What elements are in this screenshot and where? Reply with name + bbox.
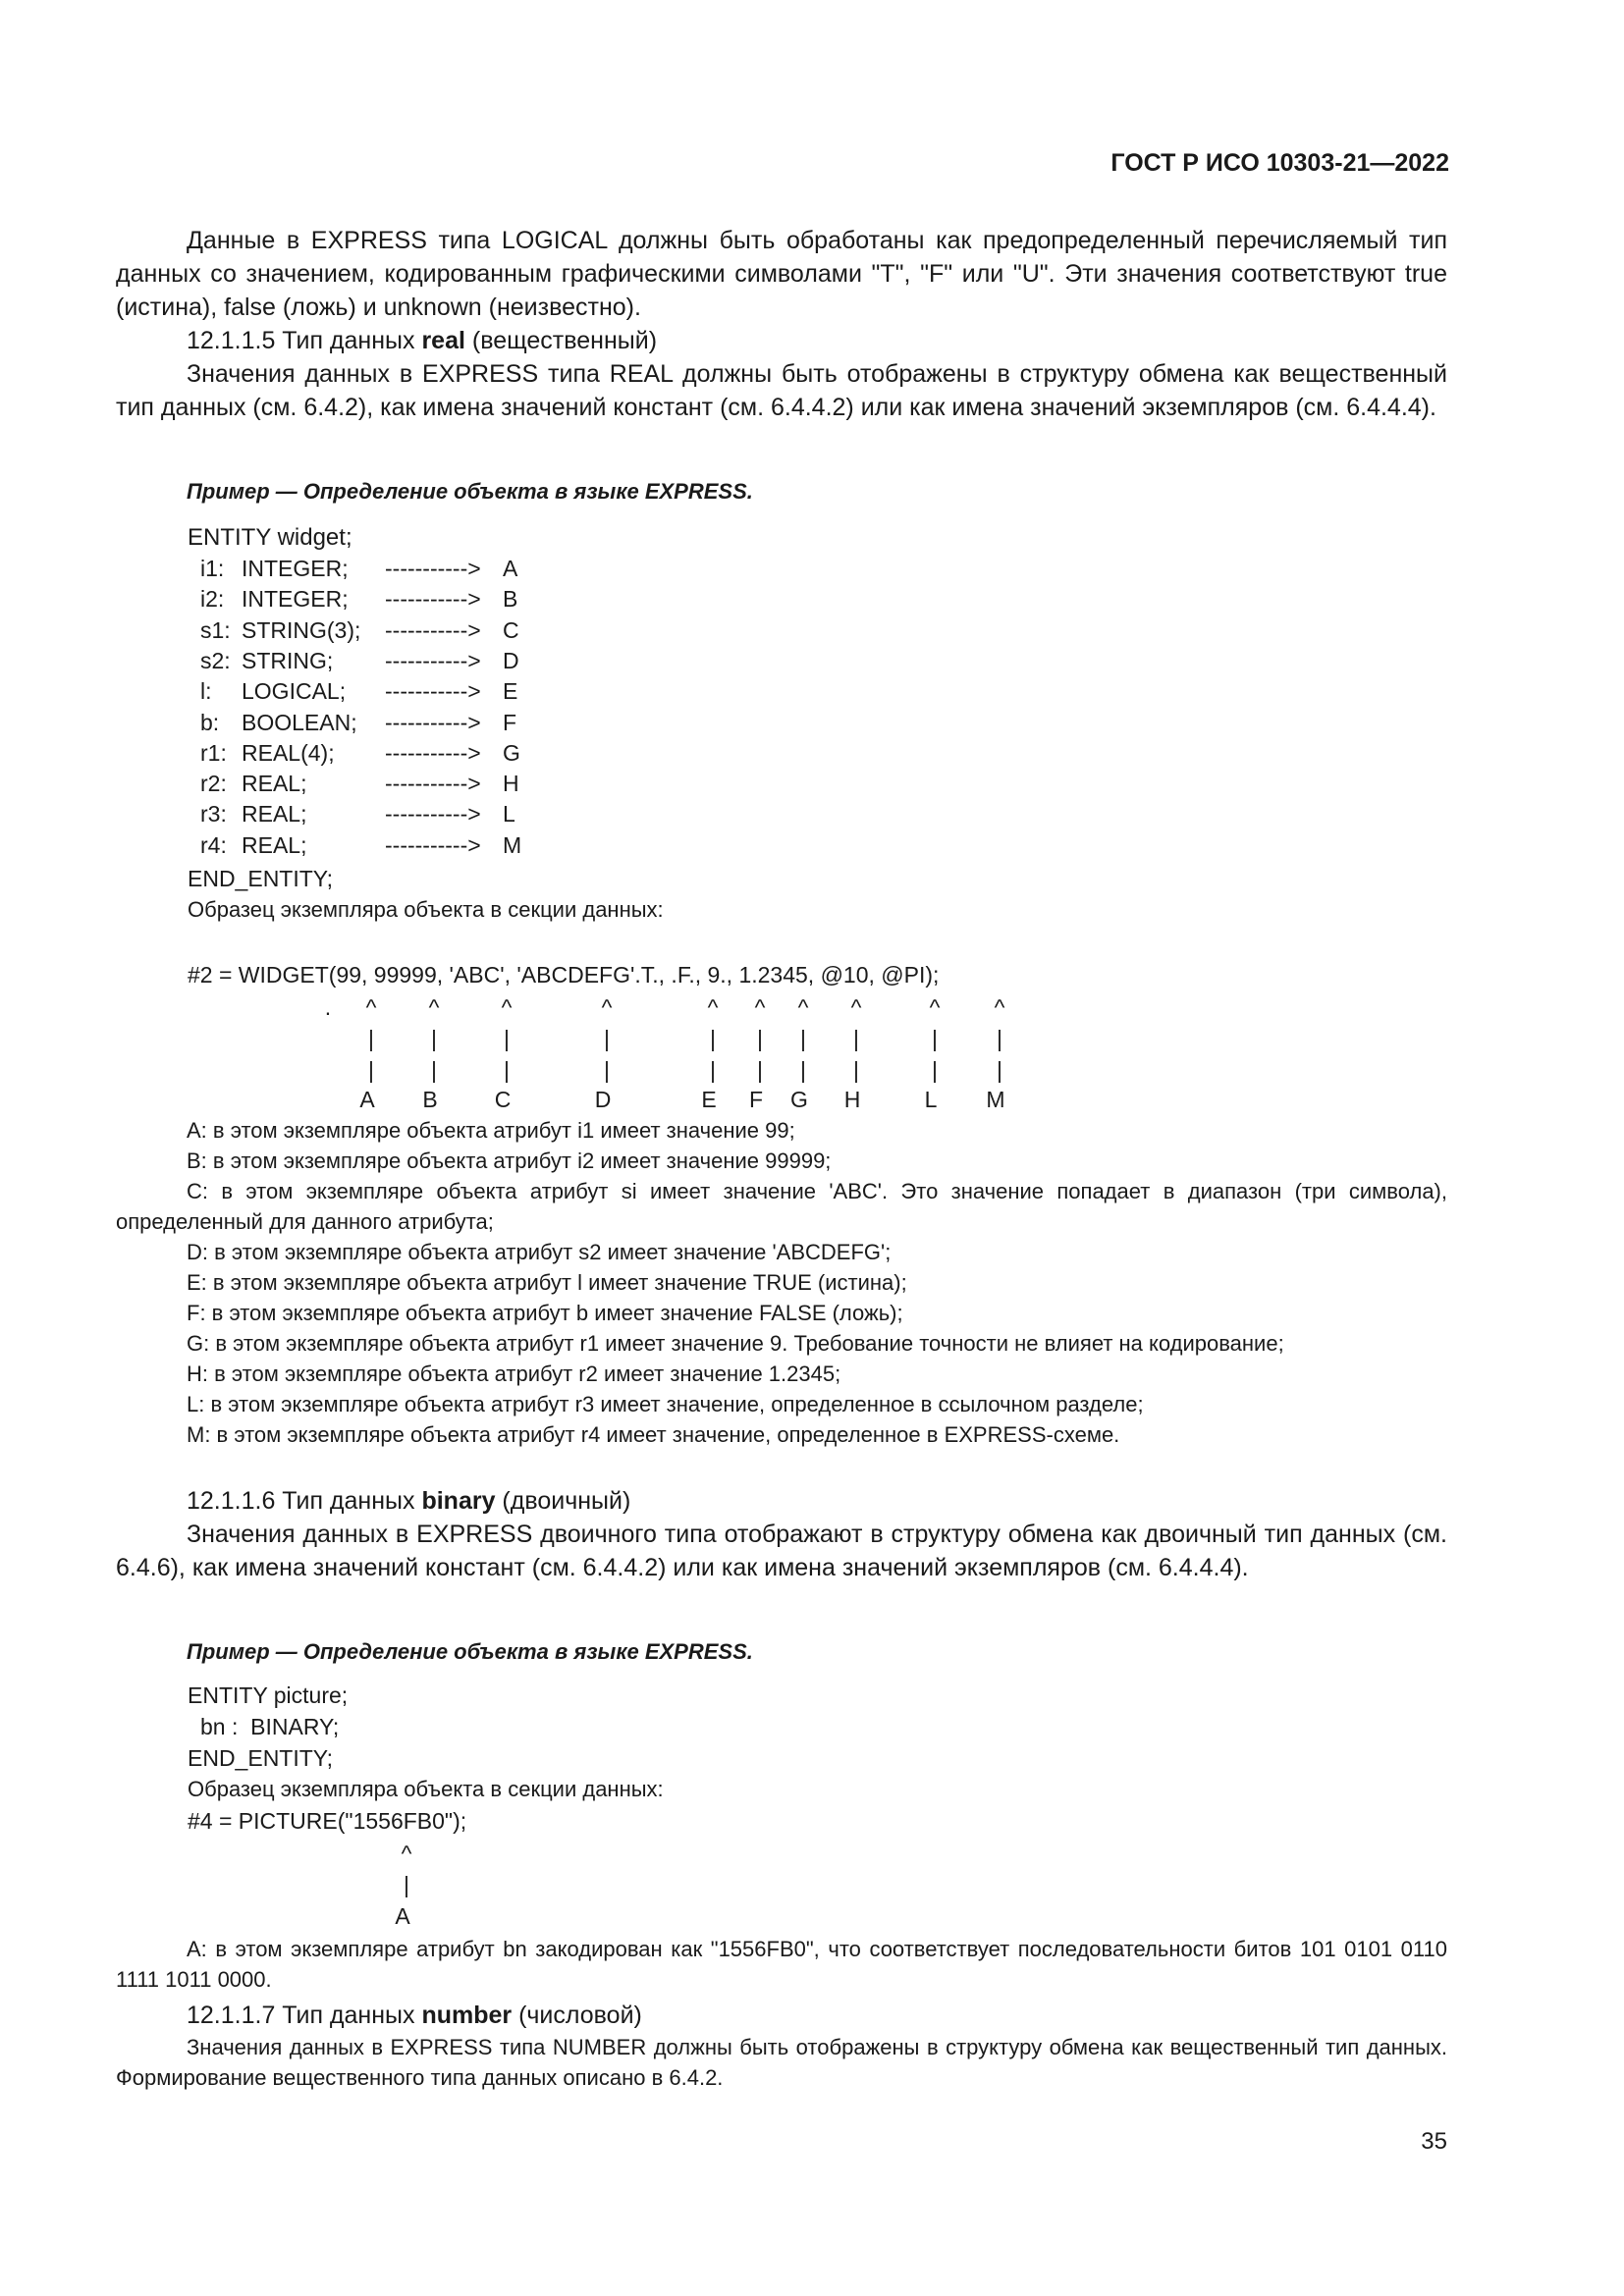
widget-attr-name: i1: <box>200 556 225 581</box>
widget-attr-letter: C <box>503 616 519 643</box>
instance-marker-letter: F <box>748 1087 764 1112</box>
paragraph-number <box>116 2032 1447 2093</box>
widget-attr-name: s2: <box>200 647 231 673</box>
instance-marker-letter: M <box>986 1087 1005 1112</box>
instance-marker-letter: H <box>843 1087 861 1112</box>
widget-attr-type: REAL(4); <box>242 739 335 766</box>
widget-attr-arrow: -----------> <box>385 616 481 643</box>
instance-bar-mark: | <box>504 1057 510 1083</box>
instance-bar-mark: | <box>431 1026 437 1051</box>
section-number-real: 12.1.1.5 Тип данных <box>187 327 422 354</box>
note-item: G: в этом экземпляре объекта атрибут r1 имеет значение 9. Требование точности не влияет на кодирование; <box>187 1331 1284 1356</box>
widget-attr-type: STRING(3); <box>242 616 361 643</box>
widget-attr-letter: M <box>503 831 522 858</box>
entity-picture-sample-label: Образец экземпляра объекта в секции данных: <box>188 1777 664 1801</box>
instance-marker-letter: E <box>701 1087 717 1112</box>
widget-attr-letter: F <box>503 709 517 735</box>
paragraph-number-text: Значения данных в EXPRESS типа NUMBER должны быть отображены в структуру обмена как вещественный тип данных. Формирование вещественного типа данных описано в 6.4.2. <box>116 2035 1447 2090</box>
instance-caret-mark: ^ <box>501 994 513 1020</box>
instance-marker-letter: G <box>790 1087 808 1112</box>
section-keyword-number: number <box>421 2002 513 2029</box>
widget-attr-name: i2: <box>200 586 225 613</box>
entity-widget-sample-label: Образец экземпляра объекта в секции данных: <box>188 897 664 922</box>
widget-attr-name: b: <box>200 709 220 735</box>
section-number-number: 12.1.1.7 Тип данных <box>187 2002 422 2029</box>
picture-bar-mark: | <box>404 1872 409 1897</box>
instance-bar-mark: | <box>932 1026 938 1051</box>
instance-marker-letter: L <box>924 1087 938 1112</box>
widget-attr-type: INTEGER; <box>242 586 349 613</box>
instance-caret-mark: ^ <box>797 994 809 1020</box>
instance-bar-mark: | <box>997 1057 1002 1083</box>
instance-dot-mark: . <box>324 994 332 1020</box>
widget-attr-arrow: -----------> <box>385 831 481 858</box>
paragraph-binary-text: Значения данных в EXPRESS двоичного типа отображают в структуру обмена как двоичный тип данных (см. 6.4.6), как имена значений констант (см. 6.4.4.2) или как имена значений экземпляров (см. 6.4.4.4). <box>116 1521 1447 1581</box>
page-number: 35 <box>1421 2128 1447 2155</box>
widget-attr-name: r2: <box>200 771 227 797</box>
widget-attr-name: r1: <box>200 739 227 766</box>
entity-widget-instance: #2 = WIDGET(99, 99999, 'ABC', 'ABCDEFG'.T., .F., 9., 1.2345, @10, @PI); <box>188 962 940 988</box>
instance-caret-mark: ^ <box>365 994 377 1020</box>
note-item: C: в этом экземпляре объекта атрибут si имеет значение 'ABC'. Это значение попадает в диапазон (три символа), определенный для данного атрибута; <box>116 1179 1447 1234</box>
widget-attr-letter: B <box>503 586 518 613</box>
widget-attr-letter: H <box>503 771 519 797</box>
example-label-widget: Пример — Определение объекта в языке EXPRESS. <box>187 479 753 504</box>
instance-caret-mark: ^ <box>754 994 766 1020</box>
section-keyword-real: real <box>421 327 465 354</box>
instance-caret-mark: ^ <box>601 994 613 1020</box>
note-item: A: в этом экземпляре объекта атрибут i1 имеет значение 99; <box>187 1118 795 1143</box>
widget-attr-arrow: -----------> <box>385 709 481 735</box>
note-item: F: в этом экземпляре объекта атрибут b имеет значение FALSE (ложь); <box>187 1301 903 1325</box>
widget-attr-name: r3: <box>200 801 227 828</box>
widget-attr-arrow: -----------> <box>385 556 481 581</box>
widget-attr-name: l: <box>200 678 212 705</box>
widget-attr-type: BOOLEAN; <box>242 709 357 735</box>
instance-bar-mark: | <box>800 1026 806 1051</box>
picture-marker-letter: A <box>395 1903 410 1929</box>
paragraph-logical <box>116 224 1447 324</box>
widget-attr-name: r4: <box>200 831 227 858</box>
instance-bar-mark: | <box>604 1057 610 1083</box>
example-label-picture: Пример — Определение объекта в языке EXPRESS. <box>187 1639 753 1664</box>
entity-picture-attribute: bn : BINARY; <box>200 1714 340 1739</box>
widget-attr-type: INTEGER; <box>242 556 349 581</box>
entity-picture-start: ENTITY picture; <box>188 1682 349 1708</box>
instance-bar-mark: | <box>368 1057 374 1083</box>
note-item: L: в этом экземпляре объекта атрибут r3 имеет значение, определенное в ссылочном разделе; <box>187 1392 1144 1416</box>
paragraph-binary <box>116 1518 1447 1584</box>
instance-caret-mark: ^ <box>707 994 719 1020</box>
section-heading-real <box>116 324 1447 357</box>
instance-bar-mark: | <box>710 1026 716 1051</box>
entity-picture-end: END_ENTITY; <box>188 1745 334 1771</box>
entity-picture-instance: #4 = PICTURE("1556FB0"); <box>188 1808 467 1834</box>
widget-attr-type: REAL; <box>242 771 307 797</box>
widget-attr-letter: L <box>503 801 515 828</box>
paragraph-real <box>116 357 1447 424</box>
instance-caret-mark: ^ <box>929 994 941 1020</box>
instance-marker-letter: B <box>422 1087 438 1112</box>
instance-caret-mark: ^ <box>850 994 862 1020</box>
instance-bar-mark: | <box>853 1026 859 1051</box>
instance-bar-mark: | <box>853 1057 859 1083</box>
widget-attr-type: REAL; <box>242 831 307 858</box>
note-item: B: в этом экземпляре объекта атрибут i2 имеет значение 99999; <box>187 1148 832 1173</box>
section-rest-real: (вещественный) <box>464 327 658 354</box>
section-number-binary: 12.1.1.6 Тип данных <box>187 1487 422 1515</box>
widget-attr-arrow: -----------> <box>385 586 481 613</box>
entity-widget-end: END_ENTITY; <box>188 866 334 891</box>
entity-widget-start: ENTITY widget; <box>188 524 352 551</box>
widget-attr-letter: A <box>503 556 518 581</box>
section-rest-number: (числовой) <box>512 2002 642 2029</box>
widget-attr-arrow: -----------> <box>385 739 481 766</box>
instance-bar-mark: | <box>431 1057 437 1083</box>
section-heading-number <box>116 1999 1447 2032</box>
note-item: D: в этом экземпляре объекта атрибут s2 имеет значение 'ABCDEFG'; <box>187 1240 892 1264</box>
widget-attr-type: STRING; <box>242 647 334 673</box>
instance-bar-mark: | <box>368 1026 374 1051</box>
section-rest-binary: (двоичный) <box>495 1487 631 1515</box>
widget-attr-arrow: -----------> <box>385 647 481 673</box>
section-heading-binary <box>116 1484 1447 1518</box>
instance-marker-letter: C <box>494 1087 512 1112</box>
widget-attr-letter: D <box>503 647 519 673</box>
note-item: A: в этом экземпляре атрибут bn закодирован как "1556FB0", что соответствует последовательности битов 101 0101 0110 1111 1011 0000. <box>116 1937 1447 1992</box>
instance-marker-letter: A <box>359 1087 375 1112</box>
picture-note <box>116 1934 1447 1995</box>
widget-attr-arrow: -----------> <box>385 801 481 828</box>
widget-attr-arrow: -----------> <box>385 678 481 705</box>
note-item: H: в этом экземпляре объекта атрибут r2 имеет значение 1.2345; <box>187 1362 841 1386</box>
section-keyword-binary: binary <box>421 1487 496 1515</box>
widget-notes <box>116 1115 1447 1450</box>
document-header: ГОСТ Р ИСО 10303-21—2022 <box>1110 149 1449 177</box>
instance-bar-mark: | <box>504 1026 510 1051</box>
paragraph-real-text: Значения данных в EXPRESS типа REAL должны быть отображены в структуру обмена как вещественный тип данных (см. 6.4.2), как имена значений констант (см. 6.4.4.2) или как имена значений экземпляров (см. 6.4.4.4). <box>116 360 1447 421</box>
widget-attr-letter: G <box>503 739 520 766</box>
instance-bar-mark: | <box>997 1026 1002 1051</box>
instance-caret-mark: ^ <box>428 994 440 1020</box>
note-item: M: в этом экземпляре объекта атрибут r4 имеет значение, определенное в EXPRESS-схеме. <box>187 1422 1120 1447</box>
instance-bar-mark: | <box>757 1057 763 1083</box>
picture-caret-mark: ^ <box>401 1841 412 1866</box>
instance-marker-letter: D <box>594 1087 612 1112</box>
note-item: E: в этом экземпляре объекта атрибут l имеет значение TRUE (истина); <box>187 1270 907 1295</box>
instance-bar-mark: | <box>757 1026 763 1051</box>
widget-attr-name: s1: <box>200 616 231 643</box>
instance-bar-mark: | <box>710 1057 716 1083</box>
instance-bar-mark: | <box>800 1057 806 1083</box>
instance-bar-mark: | <box>932 1057 938 1083</box>
widget-attr-arrow: -----------> <box>385 771 481 797</box>
widget-attr-letter: E <box>503 678 518 705</box>
instance-caret-mark: ^ <box>994 994 1005 1020</box>
widget-attr-type: REAL; <box>242 801 307 828</box>
widget-attr-type: LOGICAL; <box>242 678 347 705</box>
instance-bar-mark: | <box>604 1026 610 1051</box>
paragraph-logical-text: Данные в EXPRESS типа LOGICAL должны быть обработаны как предопределенный перечисляемый тип данных со значением, кодированным графическими символами "T", "F" или "U". Эти значения соответствуют true (истина), false (ложь) и unknown (неизвестно). <box>116 227 1447 321</box>
